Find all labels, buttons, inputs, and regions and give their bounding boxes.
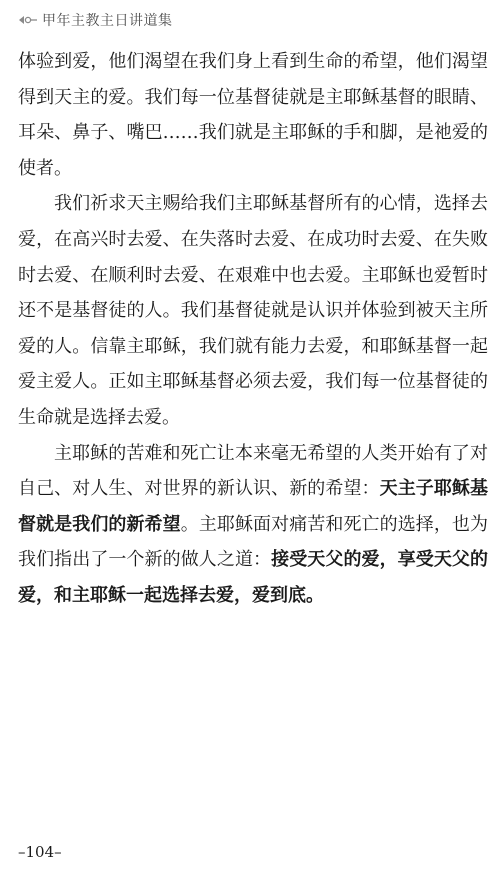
paragraph-text: 我们祈求天主赐给我们主耶稣基督所有的心情，选择去爱，在高兴时去爱、在失落时去爱、在成功时去爱、在失败时去爱、在顺利时去爱、在艰难中也去爱。主耶稣也爱暂时还不是基督徒的人。我们基督徒就是认识并体验到被天主所爱的人。信靠主耶稣，我们就有能力去爱，和耶稣基督一起爱主爱人。正如主耶稣基督必须去爱，我们每一位基督徒的生命就是选择去爱。 <box>18 193 488 428</box>
paragraph-3 <box>18 436 488 614</box>
paragraph-text: 。主耶稣面对痛苦和死亡的选择，也为我们指出了一个新的做人之道： <box>18 513 489 571</box>
running-header <box>18 10 173 30</box>
book-title: 甲年主教主日讲道集 <box>42 13 173 29</box>
paragraph-2 <box>18 186 488 435</box>
paragraph-text: 体验到爱，他们渴望在我们身上看到生命的希望，他们渴望得到天主的爱。我们每一位基督徒就是主耶稣基督的眼睛、耳朵、鼻子、嘴巴……我们就是主耶稣的手和脚，是祂爱的使者。 <box>18 51 488 179</box>
emphasis-choose-love: 接受天父的爱，享受天父的爱，和主耶稣一起选择去爱，爱到底。 <box>18 549 489 606</box>
paragraph-1 <box>18 44 488 186</box>
emphasis-new-hope: 天主子耶稣基督就是我们的新希望 <box>18 478 489 535</box>
body-text <box>18 44 488 614</box>
paragraph-text: 主耶稣的苦难和死亡让本来毫无希望的人类开始有了对自己、对人生、对世界的新认识、新的希望： <box>18 442 488 500</box>
scroll-ornament-icon <box>18 13 38 27</box>
page-number: –104– <box>18 843 62 861</box>
